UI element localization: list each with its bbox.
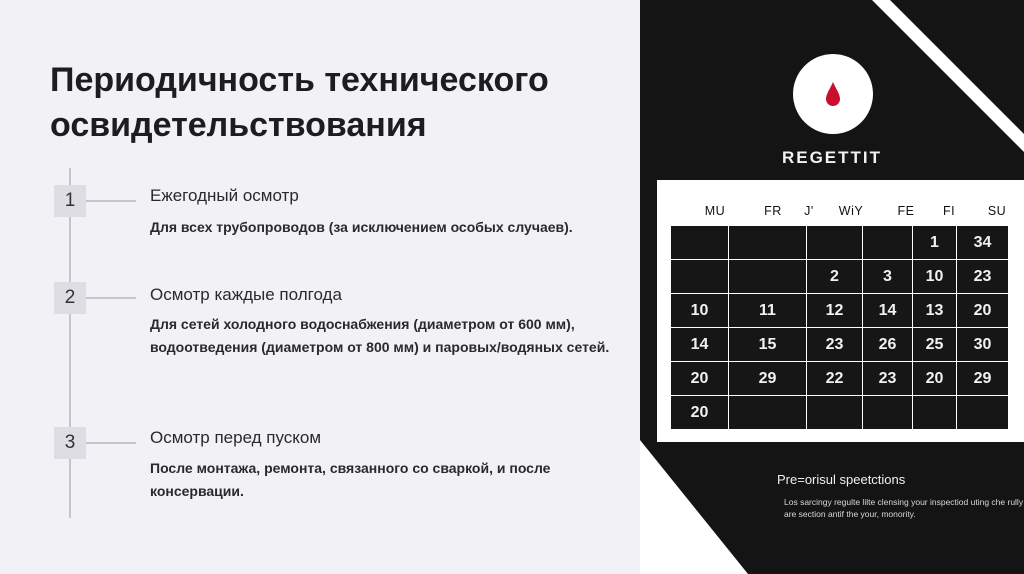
- calendar-cell: 20: [957, 294, 1009, 328]
- calendar-cell: 2: [807, 260, 863, 294]
- calendar-cell: 11: [729, 294, 807, 328]
- weekday-label: FE: [897, 204, 915, 218]
- calendar-row: [671, 260, 1009, 294]
- step-description-2: Для сетей холодного водоснабжения (диаметром от 600 мм), водоотведения (диаметром от 800 мм) и паровых/водяных сетей.: [150, 316, 610, 355]
- calendar-cell: [863, 396, 913, 430]
- calendar-cell: 23: [807, 328, 863, 362]
- calendar-cell: [807, 396, 863, 430]
- step-number-3: 3: [54, 427, 86, 459]
- step-description-1: Для всех трубопроводов (за исключением особых случаев).: [150, 219, 573, 235]
- drop-icon: [823, 80, 843, 108]
- calendar-cell: 26: [863, 328, 913, 362]
- calendar-cell: 15: [729, 328, 807, 362]
- calendar-cell: 20: [913, 362, 957, 396]
- slide-title: Периодичность технического освидетельствования: [50, 61, 549, 144]
- calendar-row: [671, 396, 1009, 430]
- step-title-1: Ежегодный осмотр: [150, 186, 299, 205]
- timeline-line: [69, 168, 71, 518]
- calendar-cell: 22: [807, 362, 863, 396]
- weekday-label: FI: [942, 204, 956, 218]
- calendar-cell: [913, 396, 957, 430]
- step-connector-2: [86, 297, 136, 299]
- calendar-cell: [863, 226, 913, 260]
- calendar-cell: 14: [671, 328, 729, 362]
- step-number-2: 2: [54, 282, 86, 314]
- calendar-cell: 29: [729, 362, 807, 396]
- calendar-cell: 25: [913, 328, 957, 362]
- calendar-cell: 20: [671, 362, 729, 396]
- calendar-grid: [671, 226, 1009, 430]
- inspection-text: Los sarcingy regulte lilte clensing your inspectiod uting che rully are section antif the your, monority.: [784, 497, 1024, 519]
- step-title-2: Осмотр каждые полгода: [150, 285, 342, 304]
- calendar-cell: 34: [957, 226, 1009, 260]
- step-number-1: 1: [54, 185, 86, 217]
- calendar-cell: [729, 260, 807, 294]
- calendar-cell: 13: [913, 294, 957, 328]
- step-connector-3: [86, 442, 136, 444]
- calendar-cell: [671, 226, 729, 260]
- brand-name: REGETTIT: [781, 148, 883, 167]
- calendar-cell: 10: [913, 260, 957, 294]
- calendar-cell: 12: [807, 294, 863, 328]
- calendar-cell: 1: [913, 226, 957, 260]
- inspection-heading: Pre=orisul speetctions: [777, 472, 906, 487]
- calendar-row: [671, 362, 1009, 396]
- calendar-cell: 30: [957, 328, 1009, 362]
- weekday-label: WiY: [838, 204, 864, 218]
- calendar-cell: 20: [671, 396, 729, 430]
- calendar-cell: 3: [863, 260, 913, 294]
- step-connector-1: [86, 200, 136, 202]
- calendar: [657, 180, 1024, 442]
- calendar-cell: [807, 226, 863, 260]
- calendar-header: [671, 204, 1016, 224]
- calendar-cell: 10: [671, 294, 729, 328]
- calendar-cell: [729, 396, 807, 430]
- calendar-cell: [729, 226, 807, 260]
- calendar-cell: [671, 260, 729, 294]
- step-title-3: Осмотр перед пуском: [150, 428, 322, 447]
- calendar-row: [671, 328, 1009, 362]
- weekday-label: SU: [987, 204, 1007, 218]
- calendar-image-panel: [640, 0, 1024, 574]
- calendar-cell: [957, 396, 1009, 430]
- calendar-row: [671, 294, 1009, 328]
- calendar-cell: 14: [863, 294, 913, 328]
- weekday-label: FR: [764, 204, 782, 218]
- step-description-3: После монтажа, ремонта, связанного со сваркой, и после консервации.: [150, 460, 551, 499]
- logo-circle: [793, 54, 873, 134]
- weekday-label: MU: [704, 204, 726, 218]
- calendar-cell: 23: [957, 260, 1009, 294]
- calendar-cell: 23: [863, 362, 913, 396]
- calendar-cell: 29: [957, 362, 1009, 396]
- calendar-row: [671, 226, 1009, 260]
- weekday-label: J': [804, 204, 814, 218]
